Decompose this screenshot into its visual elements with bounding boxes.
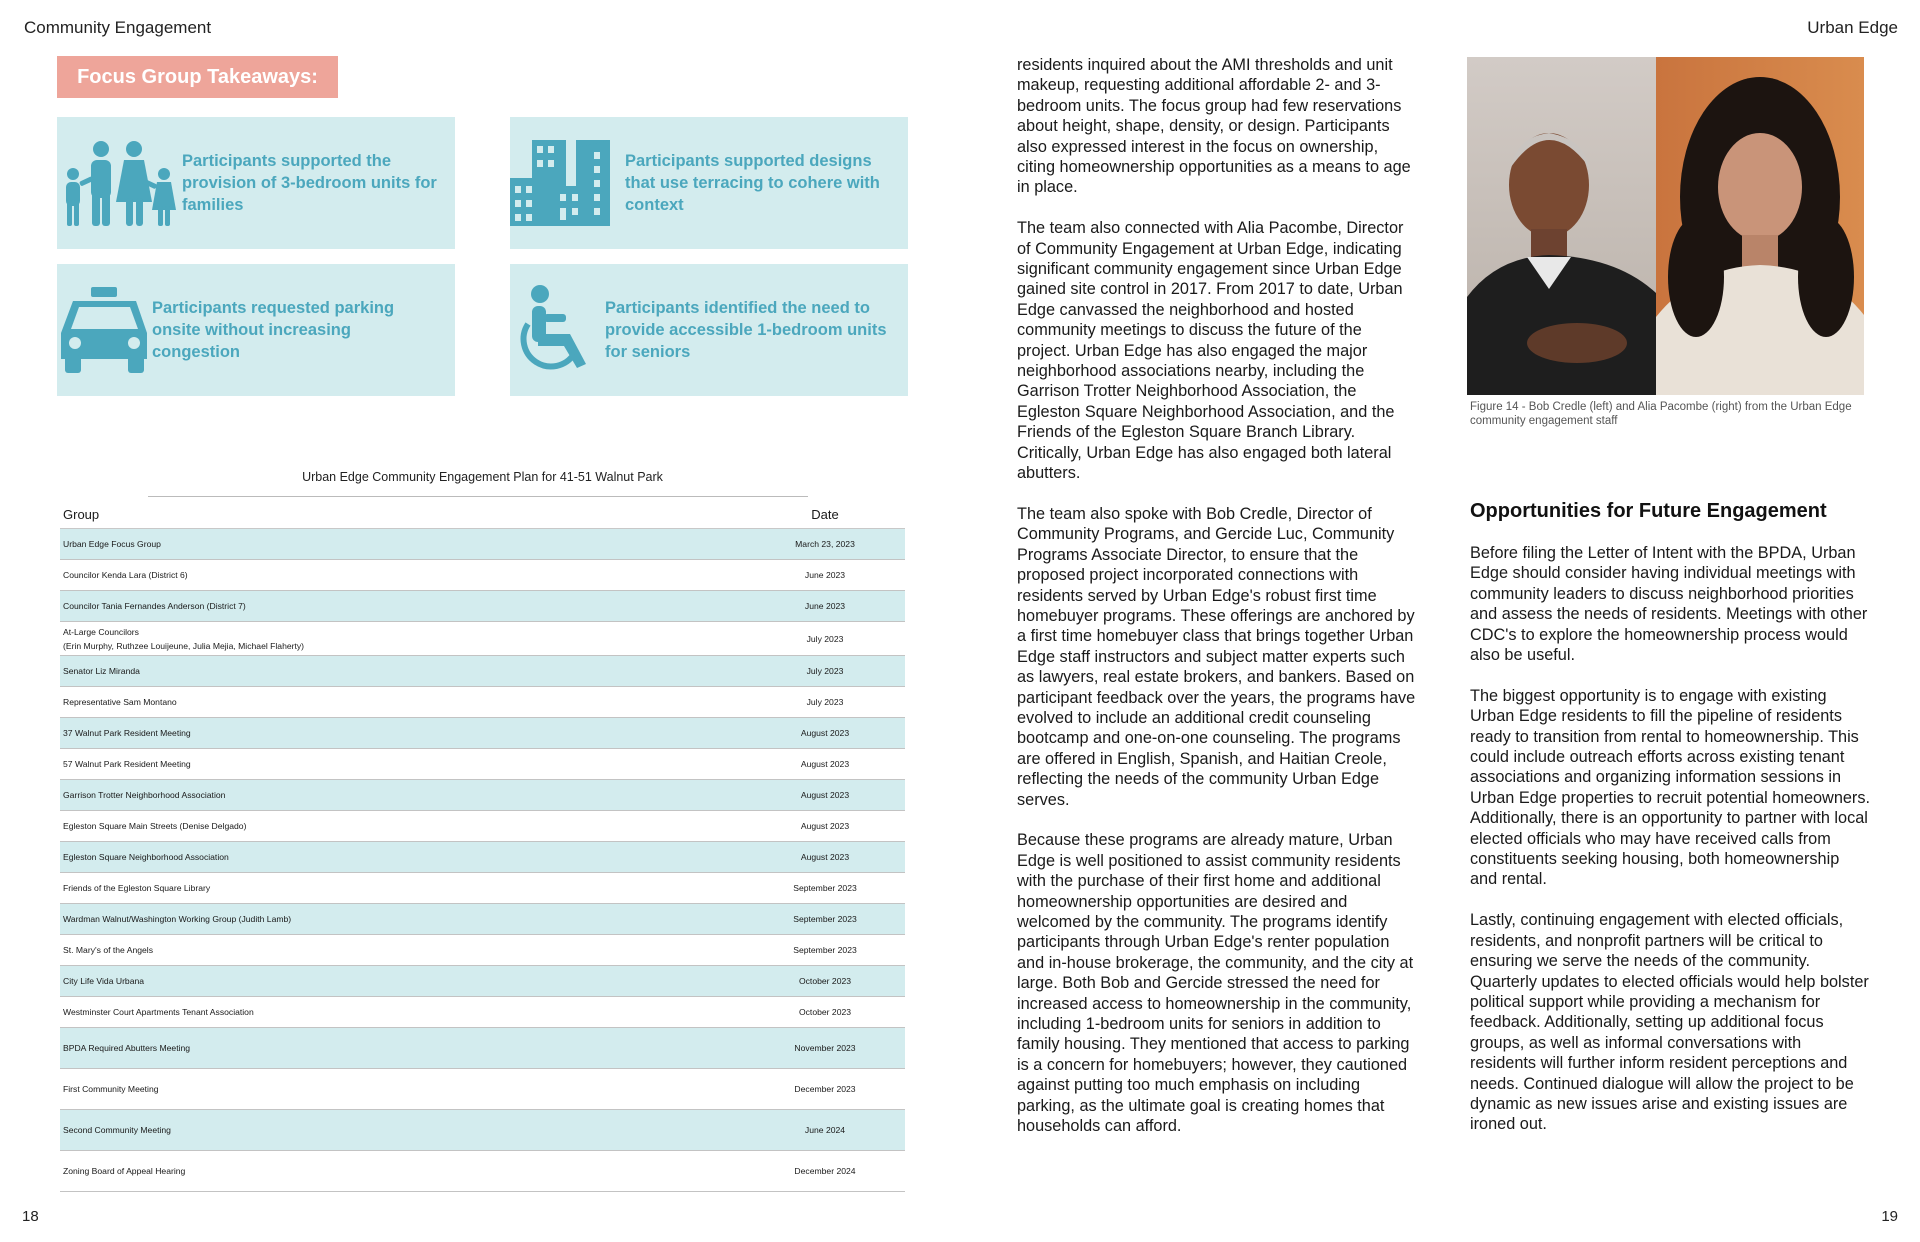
group-cell bbox=[60, 945, 745, 955]
opportunities-text-column bbox=[1470, 543, 1870, 1155]
table-row bbox=[60, 1069, 905, 1110]
date-cell: September 2023 bbox=[793, 945, 857, 955]
takeaway-text: Participants supported designs that use terracing to cohere with context bbox=[625, 152, 880, 214]
group-cell bbox=[60, 1166, 745, 1176]
group-name: Wardman Walnut/Washington Working Group (Judith Lamb) bbox=[63, 914, 292, 924]
group-name: Zoning Board of Appeal Hearing bbox=[63, 1166, 186, 1176]
table-row bbox=[60, 935, 905, 966]
date-cell: June 2024 bbox=[804, 1125, 846, 1135]
table-row bbox=[60, 687, 905, 718]
takeaway-text: Participants supported the provision of 3-bedroom units for families bbox=[182, 152, 437, 214]
group-cell bbox=[60, 790, 745, 800]
group-name: Representative Sam Montano bbox=[63, 697, 177, 707]
table-row bbox=[60, 529, 905, 560]
staff-photos bbox=[1467, 57, 1864, 395]
group-name: 37 Walnut Park Resident Meeting bbox=[63, 728, 191, 738]
date-cell: October 2023 bbox=[798, 976, 852, 986]
group-name: Egleston Square Neighborhood Association bbox=[63, 852, 229, 862]
group-name: Urban Edge Focus Group bbox=[63, 539, 161, 549]
date-cell: August 2023 bbox=[800, 728, 850, 738]
group-name: Westminster Court Apartments Tenant Association bbox=[63, 1007, 254, 1017]
group-cell bbox=[60, 1125, 745, 1135]
group-cell bbox=[60, 1007, 745, 1017]
date-cell: September 2023 bbox=[793, 883, 857, 893]
photo-bob-credle bbox=[1467, 57, 1656, 395]
figure-caption: Figure 14 - Bob Credle (left) and Alia Pacombe (right) from the Urban Edge community engagement staff bbox=[1470, 401, 1852, 427]
wheelchair-icon bbox=[510, 284, 605, 376]
group-name: Councilor Tania Fernandes Anderson (District 7) bbox=[63, 601, 246, 611]
table-row bbox=[60, 873, 905, 904]
table-row bbox=[60, 656, 905, 687]
takeaway-text: Participants identified the need to provide accessible 1-bedroom units for seniors bbox=[605, 299, 887, 361]
group-column-header: Group bbox=[63, 506, 100, 522]
running-header-right: Urban Edge bbox=[1807, 18, 1898, 37]
group-cell bbox=[60, 627, 745, 651]
date-cell: June 2023 bbox=[804, 601, 846, 611]
group-cell bbox=[60, 759, 745, 769]
car-icon bbox=[57, 285, 152, 375]
table-row bbox=[60, 1028, 905, 1069]
group-cell bbox=[60, 697, 745, 707]
engagement-plan-table bbox=[60, 500, 905, 1192]
photo-alia-pacombe bbox=[1656, 57, 1864, 395]
page-number-right: 19 bbox=[1881, 1208, 1898, 1225]
group-cell bbox=[60, 883, 745, 893]
body-paragraph: The team also spoke with Bob Credle, Director of Community Programs, and Gercide Luc, Community Programs Associate Director, to ensure that the proposed project incorporated connections with residents served by Urban Edge's robust first time homebuyer programs. These offerings are anchored by a first time homebuyer class that brings together Urban Edge staff instructors and subject matter experts such as lawyers, real estate brokers, and bankers. Based on participant feedback over the years, the programs have evolved to include an additional credit counseling bootcamp and one-on-one counseling. The programs are offered in English, Spanish, and Haitian Creole, reflecting the needs of the community Urban Edge serves. bbox=[1017, 504, 1416, 809]
group-cell bbox=[60, 852, 745, 862]
takeaway-text: Participants requested parking onsite without increasing congestion bbox=[152, 299, 395, 361]
table-row bbox=[60, 560, 905, 591]
takeaway-card-families bbox=[57, 117, 455, 249]
table-row bbox=[60, 1110, 905, 1151]
date-cell: August 2023 bbox=[800, 790, 850, 800]
date-cell: June 2023 bbox=[804, 570, 846, 580]
date-cell: December 2023 bbox=[794, 1084, 856, 1094]
page-number-left: 18 bbox=[22, 1208, 39, 1225]
table-row bbox=[60, 811, 905, 842]
date-column-header: Date bbox=[811, 506, 839, 522]
takeaway-card-terracing bbox=[510, 117, 908, 249]
table-row bbox=[60, 1151, 905, 1192]
table-row bbox=[60, 622, 905, 656]
date-cell: December 2024 bbox=[794, 1166, 856, 1176]
date-cell: July 2023 bbox=[806, 697, 844, 707]
focus-group-title: Focus Group Takeaways: bbox=[57, 56, 338, 98]
date-cell: July 2023 bbox=[806, 633, 844, 644]
group-cell bbox=[60, 728, 745, 738]
group-name: Second Community Meeting bbox=[63, 1125, 171, 1135]
group-cell bbox=[60, 821, 745, 831]
table-header bbox=[60, 500, 905, 529]
group-cell bbox=[60, 666, 745, 676]
body-paragraph: residents inquired about the AMI thresholds and unit makeup, requesting additional affordable 2- and 3-bedroom units. The focus group had few reservations about height, shape, density, or design. Participants also expressed interest in the focus on ownership, citing homeownership opportunities as a means to age in place. bbox=[1017, 56, 1411, 197]
group-name: Egleston Square Main Streets (Denise Delgado) bbox=[63, 821, 247, 831]
body-paragraph: Before filing the Letter of Intent with the BPDA, Urban Edge should consider having individual meetings with community leaders to discuss neighborhood priorities and assess the needs of residents. Meetings with other CDC's to explore the homeownership process would also be useful. bbox=[1470, 544, 1868, 665]
table-row bbox=[60, 718, 905, 749]
group-cell bbox=[60, 1084, 745, 1094]
group-subtext: (Erin Murphy, Ruthzee Louijeune, Julia Mejia, Michael Flaherty) bbox=[63, 640, 305, 651]
table-row bbox=[60, 904, 905, 935]
table-title-rule bbox=[148, 496, 808, 497]
table-row bbox=[60, 749, 905, 780]
table-row bbox=[60, 997, 905, 1028]
table-row bbox=[60, 591, 905, 622]
running-header-left: Community Engagement bbox=[24, 18, 212, 37]
group-cell bbox=[60, 914, 745, 924]
table-title: Urban Edge Community Engagement Plan for 41-51 Walnut Park bbox=[302, 470, 663, 484]
body-paragraph: The biggest opportunity is to engage with existing Urban Edge residents to fill the pipeline of residents ready to transition from rental to homeownership. This could include outreach efforts across existing tenant associations and organizing information sessions in Urban Edge properties to recruit potential homeowners. Additionally, there is an opportunity to partner with local elected officials who may have received calls from constituents seeking housing, both homeownership and rental. bbox=[1470, 686, 1871, 889]
date-cell: August 2023 bbox=[800, 759, 850, 769]
group-cell bbox=[60, 976, 745, 986]
date-cell: October 2023 bbox=[798, 1007, 852, 1017]
date-cell: November 2023 bbox=[794, 1043, 856, 1053]
group-name: Garrison Trotter Neighborhood Association bbox=[63, 790, 226, 800]
middle-text-column bbox=[1017, 55, 1417, 1157]
group-name: St. Mary's of the Angels bbox=[63, 945, 154, 955]
family-icon bbox=[57, 138, 182, 228]
opportunities-heading: Opportunities for Future Engagement bbox=[1470, 500, 1827, 522]
buildings-icon bbox=[510, 138, 625, 228]
group-cell bbox=[60, 601, 745, 611]
date-cell: March 23, 2023 bbox=[795, 539, 855, 549]
group-name: City Life Vida Urbana bbox=[63, 976, 145, 986]
group-cell bbox=[60, 539, 745, 549]
takeaway-card-accessible bbox=[510, 264, 908, 396]
group-name: 57 Walnut Park Resident Meeting bbox=[63, 759, 191, 769]
date-cell: August 2023 bbox=[800, 852, 850, 862]
group-name: Councilor Kenda Lara (District 6) bbox=[63, 570, 188, 580]
group-name: Senator Liz Miranda bbox=[63, 666, 140, 676]
body-paragraph: Because these programs are already mature, Urban Edge is well positioned to assist community residents with the purchase of their first home and additional homeownership opportunities are desired and welcomed by the community. The programs identify participants through Urban Edge's renter population and in-house brokerage, the community, and the city at large. Both Bob and Gercide stressed the need for increased access to homeownership in the community, including 1-bedroom units for seniors in addition to family housing. They mentioned that access to parking is a concern for homebuyers; however, they cautioned against putting too much emphasis on including parking, as the ultimate goal is creating homes that households can afford. bbox=[1017, 831, 1414, 1136]
group-name: First Community Meeting bbox=[63, 1084, 159, 1094]
group-name: Friends of the Egleston Square Library bbox=[63, 883, 211, 893]
table-row bbox=[60, 780, 905, 811]
group-name: BPDA Required Abutters Meeting bbox=[63, 1043, 191, 1053]
date-cell: September 2023 bbox=[793, 914, 857, 924]
group-cell bbox=[60, 570, 745, 580]
group-name: At-Large Councilors bbox=[63, 626, 139, 637]
body-paragraph: Lastly, continuing engagement with elected officials, residents, and nonprofit partners will be critical to ensuring we serve the needs of the community. Quarterly updates to elected officials would help bolster political support while providing a mechanism for feedback. Additionally, setting up additional focus groups, as well as informal conversations with residents will further inform resident perceptions and needs. Continued dialogue will allow the project to be dynamic as new issues arise and existing issues are ironed out. bbox=[1470, 911, 1869, 1134]
table-row bbox=[60, 966, 905, 997]
table-row bbox=[60, 842, 905, 873]
body-paragraph: The team also connected with Alia Pacombe, Director of Community Engagement at Urban Edge, indicating significant community engagement since Urban Edge gained site control in 2017. From 2017 to date, Urban Edge canvassed the neighborhood and hosted community meetings to discuss the future of the project. Urban Edge has also engaged the major neighborhood associations nearby, including the Garrison Trotter Neighborhood Association, the Egleston Square Neighborhood Association, and the Friends of the Egleston Square Branch Library. Critically, Urban Edge has also engaged both lateral abutters. bbox=[1017, 219, 1404, 483]
group-cell bbox=[60, 1043, 745, 1053]
takeaway-card-parking bbox=[57, 264, 455, 396]
date-cell: August 2023 bbox=[800, 821, 850, 831]
date-cell: July 2023 bbox=[806, 666, 844, 676]
